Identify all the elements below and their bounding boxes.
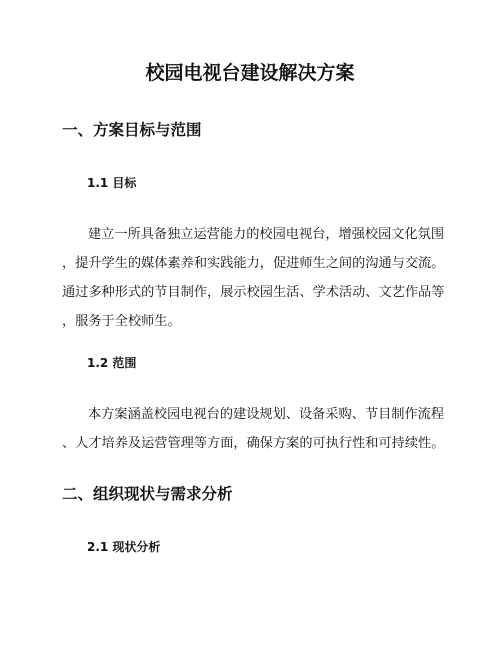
paragraph-line: 建立一所具备独立运营能力的校园电视台，增强校园文化氛围 xyxy=(88,227,445,242)
paragraph-line: ，提升学生的媒体素养和实践能力，促进师生之间的沟通与交流。 xyxy=(62,256,445,271)
subsection-heading-status: 2.1 现状分析 xyxy=(87,540,161,554)
document-title: 校园电视台建设解决方案 xyxy=(145,62,355,84)
paragraph-line: 、人才培养及运营管理等方面，确保方案的可执行性和可持续性。 xyxy=(62,436,445,451)
paragraph-line: 通过多种形式的节目制作，展示校园生活、学术活动、文艺作品等 xyxy=(62,285,445,300)
scope-paragraph xyxy=(62,400,448,458)
goals-paragraph xyxy=(62,220,448,336)
paragraph-line: ，服务于全校师生。 xyxy=(62,314,181,329)
section-heading-goals-scope: 一、方案目标与范围 xyxy=(62,121,202,139)
subsection-heading-goals: 1.1 目标 xyxy=(87,176,137,190)
subsection-heading-scope: 1.2 范围 xyxy=(87,356,137,370)
paragraph-line: 本方案涵盖校园电视台的建设规划、设备采购、节目制作流程 xyxy=(88,407,445,422)
section-heading-status-analysis: 二、组织现状与需求分析 xyxy=(62,485,233,503)
